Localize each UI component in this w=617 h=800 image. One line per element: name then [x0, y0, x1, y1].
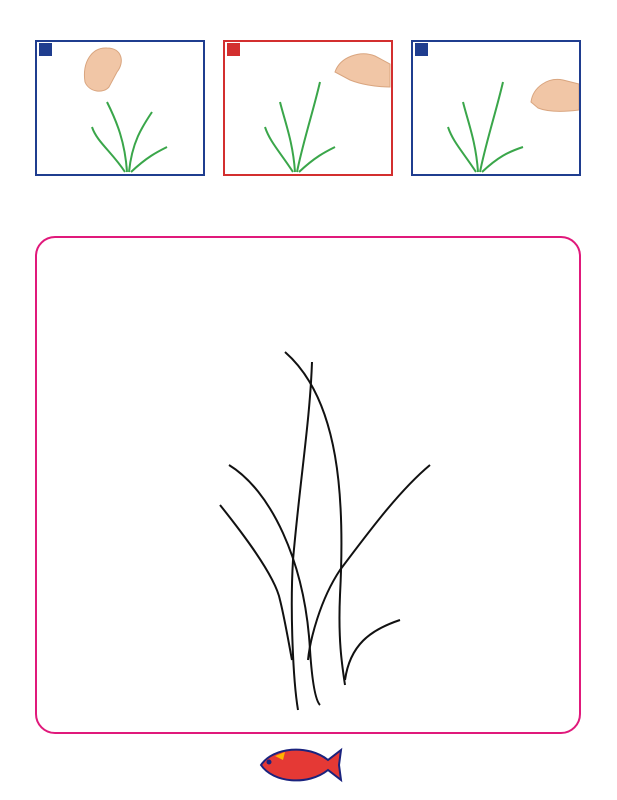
page-number-badge — [253, 742, 345, 788]
flower-stems — [220, 352, 430, 710]
fish-icon — [261, 750, 341, 781]
